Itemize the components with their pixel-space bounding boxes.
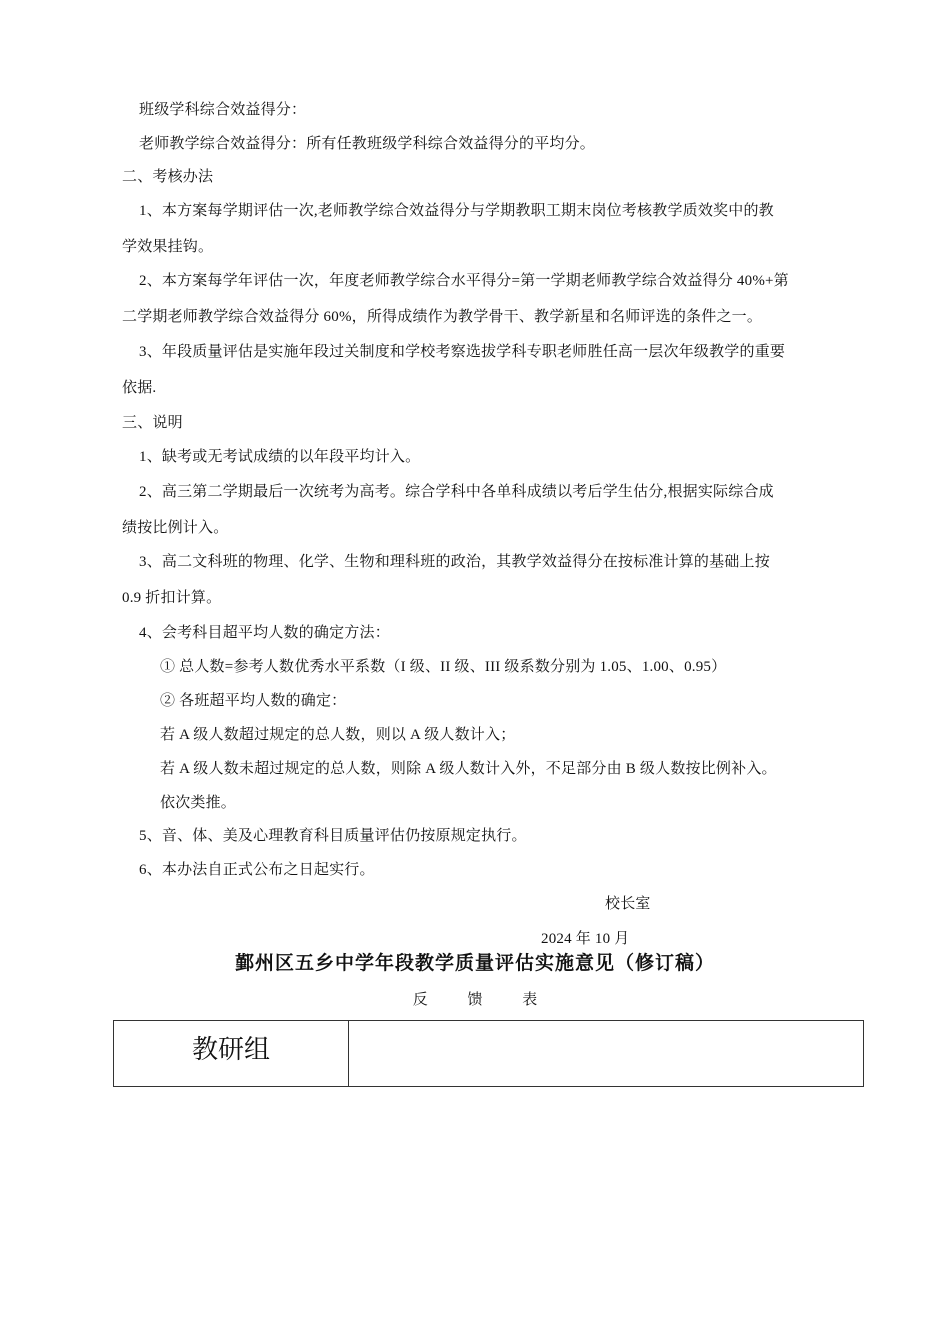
paragraph-line: ② 各班超平均人数的确定： xyxy=(160,693,347,709)
paragraph-line: 若 A 级人数超过规定的总人数，则以 A 级人数计入； xyxy=(160,727,516,743)
paragraph-line: 班级学科综合效益得分： xyxy=(139,102,307,118)
paragraph-line: 1、本方案每学期评估一次,老师教学综合效益得分与学期教职工期末岗位考核教学质效奖中的教 xyxy=(139,203,774,219)
paragraph-line: 学效果挂钩。 xyxy=(122,239,214,255)
section-heading: 二、考核办法 xyxy=(122,169,214,185)
paragraph-line: 二学期老师教学综合效益得分 60%，所得成绩作为教学骨干、教学新星和名师评选的条件之一。 xyxy=(122,309,763,325)
paragraph-line: 2、高三第二学期最后一次统考为高考。综合学科中各单科成绩以考后学生估分,根据实际综合成 xyxy=(139,484,774,500)
paragraph-line: 4、会考科目超平均人数的确定方法： xyxy=(139,625,390,641)
signature: 校长室 xyxy=(605,896,651,912)
section-heading: 三、说明 xyxy=(122,415,183,431)
subtitle-char: 馈 xyxy=(467,992,483,1008)
paragraph-line: 6、本办法自正式公布之日起实行。 xyxy=(139,862,375,878)
date: 2024 年 10 月 xyxy=(541,931,630,947)
paragraph-line: 2、本方案每学年评估一次，年度老师教学综合水平得分=第一学期老师教学综合效益得分 40%+第 xyxy=(139,273,789,289)
paragraph-line: 依次类推。 xyxy=(160,795,237,811)
subtitle-char: 反 xyxy=(412,992,428,1008)
paragraph-line: 0.9 折扣计算。 xyxy=(122,590,222,606)
table-row xyxy=(114,1021,864,1087)
table-cell-value[interactable] xyxy=(349,1021,864,1087)
paragraph-line: 依据. xyxy=(122,380,157,396)
paragraph-line: 3、年段质量评估是实施年段过关制度和学校考察选拔学科专职老师胜任高一层次年级教学的重要 xyxy=(139,344,786,360)
paragraph-line: 1、缺考或无考试成绩的以年段平均计入。 xyxy=(139,449,421,465)
subtitle-char: 表 xyxy=(522,992,538,1008)
paragraph-line: ① 总人数=参考人数优秀水平系数（I 级、II 级、III 级系数分别为 1.05、1.00、0.95） xyxy=(160,659,727,675)
paragraph-line: 若 A 级人数未超过规定的总人数，则除 A 级人数计入外，不足部分由 B 级人数按比例补入。 xyxy=(160,761,777,777)
table-cell-label: 教研组 xyxy=(114,1021,349,1087)
paragraph-line: 3、高二文科班的物理、化学、生物和理科班的政治，其教学效益得分在按标准计算的基础上按 xyxy=(139,554,770,570)
feedback-table xyxy=(113,1020,864,1087)
feedback-subtitle xyxy=(0,990,950,1010)
feedback-title: 鄞州区五乡中学年段教学质量评估实施意见（修订稿） xyxy=(234,952,715,974)
paragraph-line: 绩按比例计入。 xyxy=(122,520,229,536)
paragraph-line: 老师教学综合效益得分：所有任教班级学科综合效益得分的平均分。 xyxy=(139,136,596,152)
paragraph-line: 5、音、体、美及心理教育科目质量评估仍按原规定执行。 xyxy=(139,828,527,844)
